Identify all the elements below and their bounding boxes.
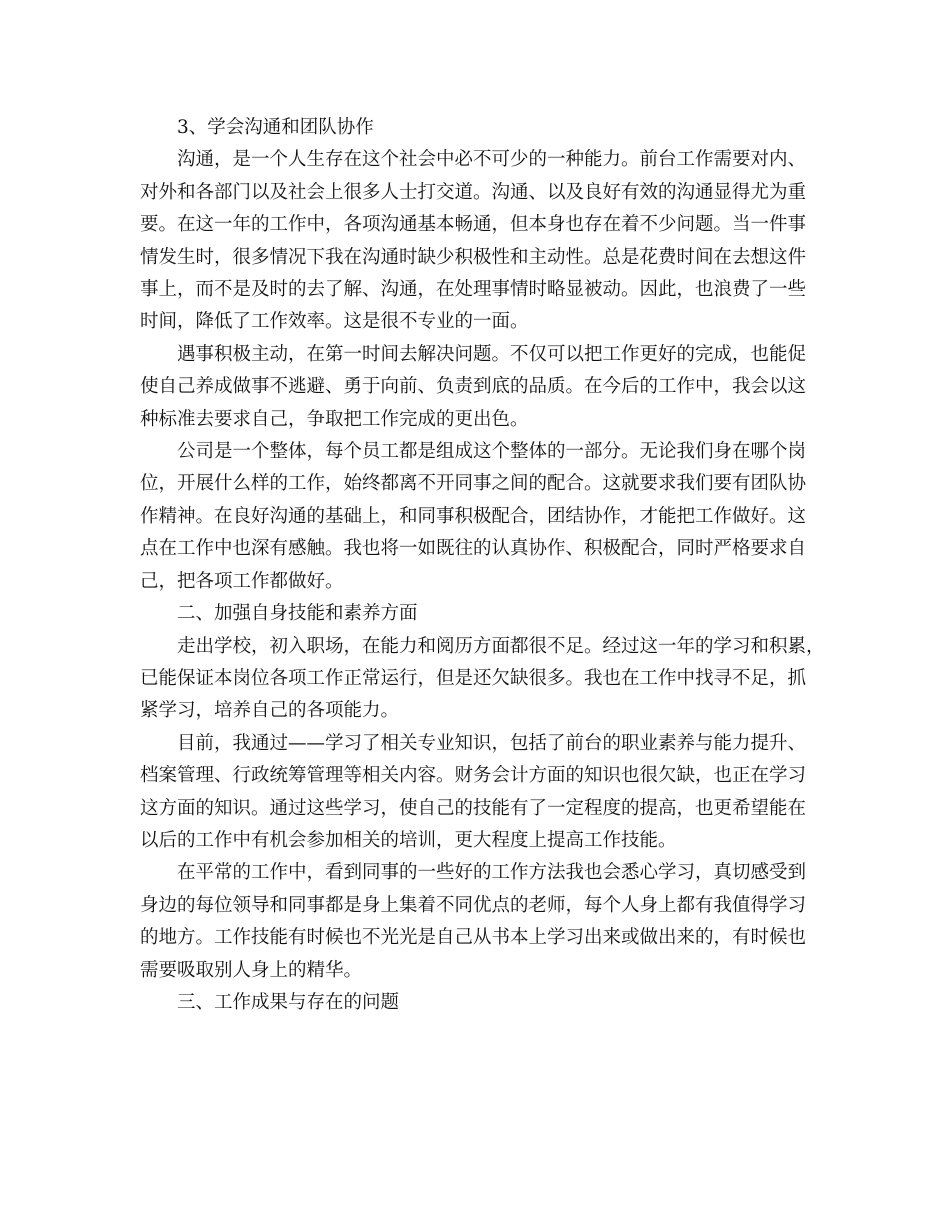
paragraph-line: 使自己养成做事不逃避、勇于向前、负责到底的品质。在今后的工作中，我会以这 xyxy=(140,376,807,398)
paragraph-line: 时间，降低了工作效率。这是很不专业的一面。 xyxy=(140,311,529,333)
paragraph-line: 作精神。在良好沟通的基础上，和同事积极配合，团结协作，才能把工作做好。这 xyxy=(140,505,807,527)
paragraph-line: 档案管理、行政统筹管理等相关内容。财务会计方面的知识也很欠缺，也正在学习 xyxy=(140,765,807,787)
paragraph-line: 情发生时，很多情况下我在沟通时缺少积极性和主动性。总是花费时间在去想这件 xyxy=(140,246,807,268)
paragraph-line: 走出学校，初入职场，在能力和阅历方面都很不足。经过这一年的学习和积累， xyxy=(177,635,825,657)
section-heading-communication: 3、学会沟通和团队协作 xyxy=(177,117,374,138)
paragraph-line: 已能保证本岗位各项工作正常运行，但是还欠缺很多。我也在工作中找寻不足，抓 xyxy=(140,667,807,689)
paragraph-line: 紧学习，培养自己的各项能力。 xyxy=(140,700,400,722)
paragraph-line: 以后的工作中有机会参加相关的培训，更大程度上提高工作技能。 xyxy=(140,829,677,851)
document-body xyxy=(140,112,825,1019)
paragraph-line: 的地方。工作技能有时候也不光光是自己从书本上学习出来或做出来的，有时候也 xyxy=(140,927,807,949)
section-heading-skills: 二、加强自身技能和素养方面 xyxy=(177,603,418,625)
paragraph-line: 沟通，是一个人生存在这个社会中必不可少的一种能力。前台工作需要对内、 xyxy=(177,149,807,171)
section-heading-results: 三、工作成果与存在的问题 xyxy=(177,991,400,1013)
paragraph-line: 公司是一个整体，每个员工都是组成这个整体的一部分。无论我们身在哪个岗 xyxy=(177,441,807,463)
paragraph-line: 要。在这一年的工作中，各项沟通基本畅通，但本身也存在着不少问题。当一件事 xyxy=(140,214,807,236)
paragraph-line: 身边的每位领导和同事都是身上集着不同优点的老师，每个人身上都有我值得学习 xyxy=(140,894,807,916)
paragraph-line: 遇事积极主动，在第一时间去解决问题。不仅可以把工作更好的完成，也能促 xyxy=(177,343,807,365)
paragraph-line: 目前，我通过——学习了相关专业知识，包括了前台的职业素养与能力提升、 xyxy=(177,732,807,754)
paragraph-line: 这方面的知识。通过这些学习，使自己的技能有了一定程度的提高，也更希望能在 xyxy=(140,797,807,819)
paragraph-line: 事上，而不是及时的去了解、沟通，在处理事情时略显被动。因此，也浪费了一些 xyxy=(140,279,807,301)
paragraph-line: 种标准去要求自己，争取把工作完成的更出色。 xyxy=(140,408,529,430)
paragraph-line: 位，开展什么样的工作，始终都离不开同事之间的配合。这就要求我们要有团队协 xyxy=(140,473,807,495)
paragraph-line: 己，把各项工作都做好。 xyxy=(140,570,344,592)
paragraph-line: 需要吸取别人身上的精华。 xyxy=(140,959,363,981)
paragraph-line: 点在工作中也深有感触。我也将一如既往的认真协作、积极配合，同时严格要求自 xyxy=(140,538,807,560)
paragraph-line: 对外和各部门以及社会上很多人士打交道。沟通、以及良好有效的沟通显得尤为重 xyxy=(140,181,807,203)
paragraph-line: 在平常的工作中，看到同事的一些好的工作方法我也会悉心学习，真切感受到 xyxy=(177,862,807,884)
